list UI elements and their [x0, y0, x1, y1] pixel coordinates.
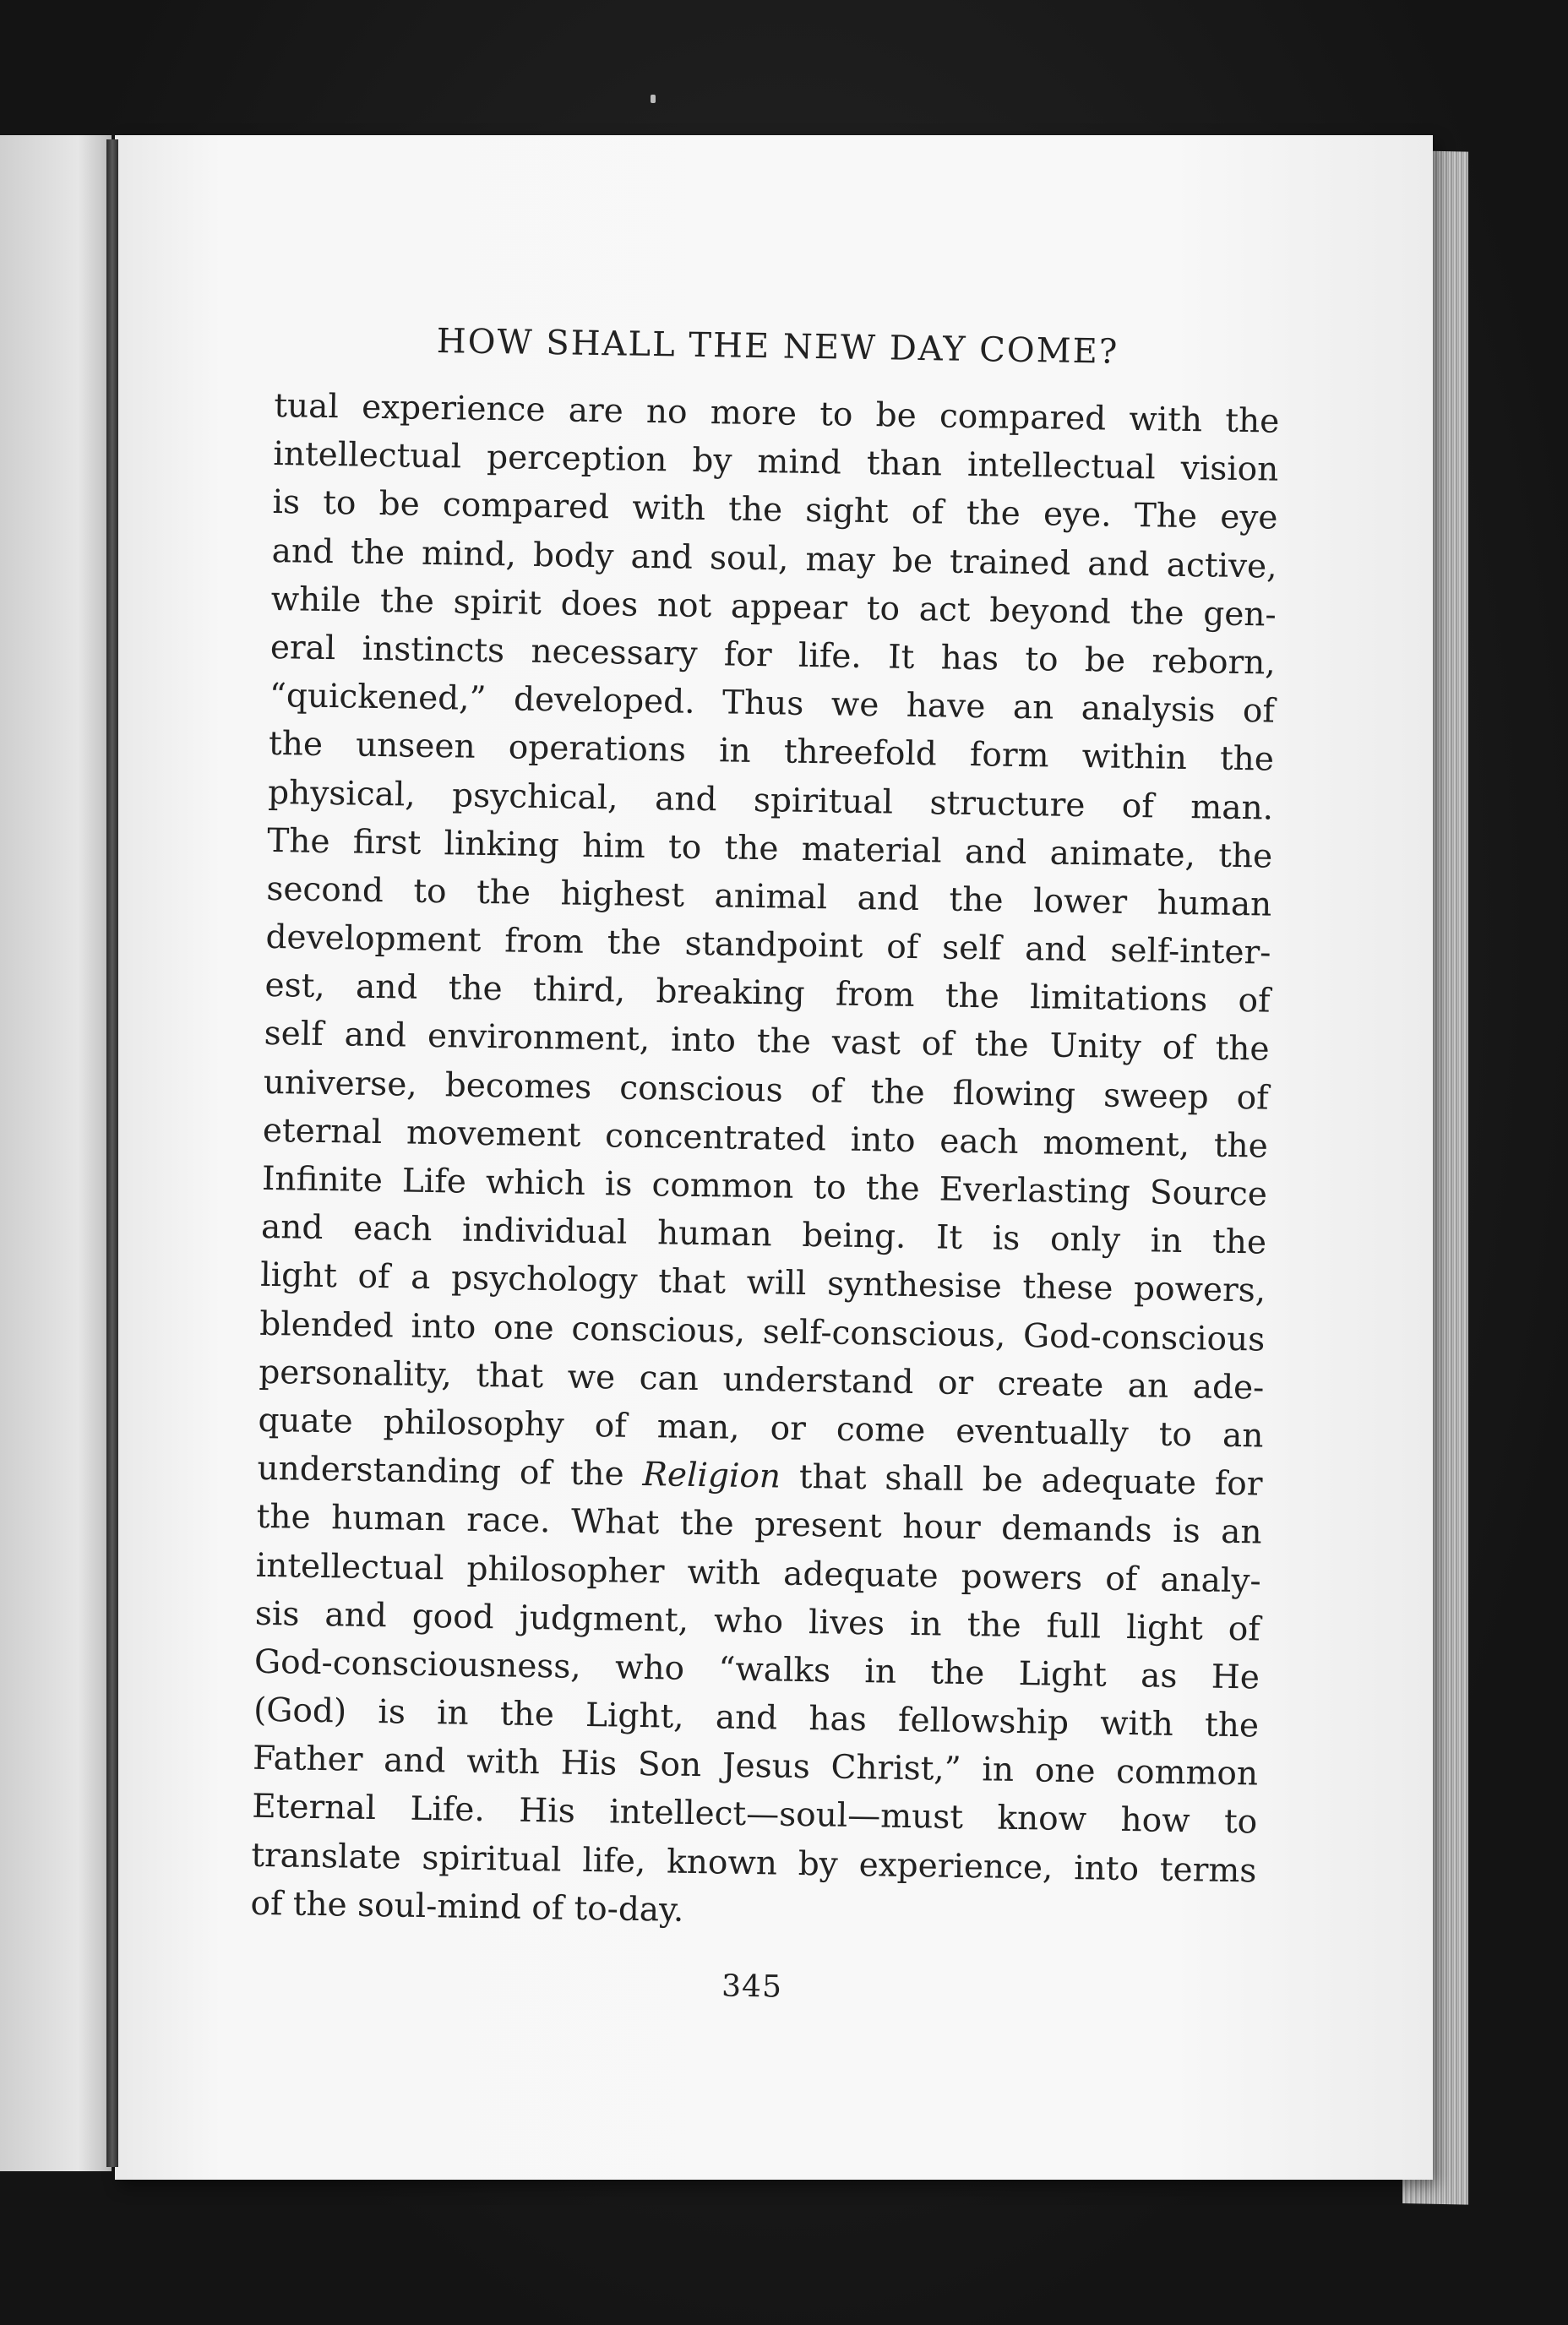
text-line: Eternal Life. His intellect—soul—must know how to: [251, 1788, 1258, 1842]
text-line: second to the highest animal and the lower human: [266, 869, 1272, 924]
dust-speck: [651, 95, 656, 103]
text-line: translate spiritual life, known by experience, into terms: [251, 1836, 1257, 1891]
running-head: HOW SHALL THE NEW DAY COME?: [436, 322, 1119, 372]
text-line: tual experience are no more to be compared with the: [274, 386, 1280, 441]
text-line: God-consciousness, who “walks in the Light as He: [253, 1642, 1260, 1697]
text-line: Father and with His Son Jesus Christ,” in one common: [252, 1740, 1259, 1794]
text-line: intellectual philosopher with adequate powers of analy-: [255, 1546, 1262, 1601]
text-line: intellectual perception by mind than intellectual vision: [273, 435, 1279, 489]
italic-term: Religion: [642, 1456, 781, 1496]
text-line: self and environment, into the vast of the Unity of the: [264, 1015, 1270, 1070]
text-line: universe, becomes conscious of the flowing sweep of: [263, 1063, 1270, 1118]
facing-page-edge: [0, 135, 112, 2171]
text-line: quate philosophy of man, or come eventually to an: [258, 1401, 1264, 1456]
text-line: the unseen operations in threefold form within the: [268, 725, 1275, 779]
text-line: development from the standpoint of self and self-inter-: [265, 917, 1271, 972]
text-line: and each individual human being. It is only in the: [260, 1208, 1267, 1262]
text-segment: understanding of the: [257, 1449, 643, 1495]
text-segment: that shall be adequate for: [780, 1457, 1263, 1504]
text-line: the human race. What the present hour demands is an: [256, 1498, 1262, 1552]
body-text: [250, 382, 1280, 1943]
text-line: light of a psychology that will synthesise these powers,: [259, 1256, 1266, 1310]
text-line: eternal movement concentrated into each moment, the: [262, 1111, 1269, 1166]
book-page: [115, 135, 1433, 2180]
text-line: of the soul-mind of to-day.: [250, 1884, 684, 1930]
text-line: and the mind, body and soul, may be trained and active,: [271, 531, 1277, 586]
text-line: is to be compared with the sight of the eye. The eye: [272, 483, 1278, 538]
text-line: est, and the third, breaking from the limitations of: [264, 966, 1271, 1021]
text-line: blended into one conscious, self-conscious, God-conscious: [259, 1304, 1266, 1359]
text-line: while the spirit does not appear to act beyond the gen-: [270, 580, 1277, 634]
text-line: (God) is in the Light, and has fellowship with the: [253, 1691, 1260, 1745]
book-gutter: [106, 139, 118, 2167]
text-line: “quickened,” developed. Thus we have an analysis of: [269, 677, 1276, 731]
page-number: 345: [721, 1968, 783, 2005]
text-line: eral instincts necessary for life. It has to be reborn,: [270, 628, 1277, 683]
text-line: Infinite Life which is common to the Everlasting Source: [261, 1159, 1268, 1214]
text-line: The first linking him to the material and animate, the: [266, 821, 1273, 876]
text-line: sis and good judgment, who lives in the full light of: [254, 1594, 1261, 1649]
page-content: [249, 319, 1281, 2012]
text-line: physical, psychical, and spiritual structure of man.: [267, 773, 1274, 828]
text-line: personality, that we can understand or create an ade-: [259, 1353, 1265, 1408]
